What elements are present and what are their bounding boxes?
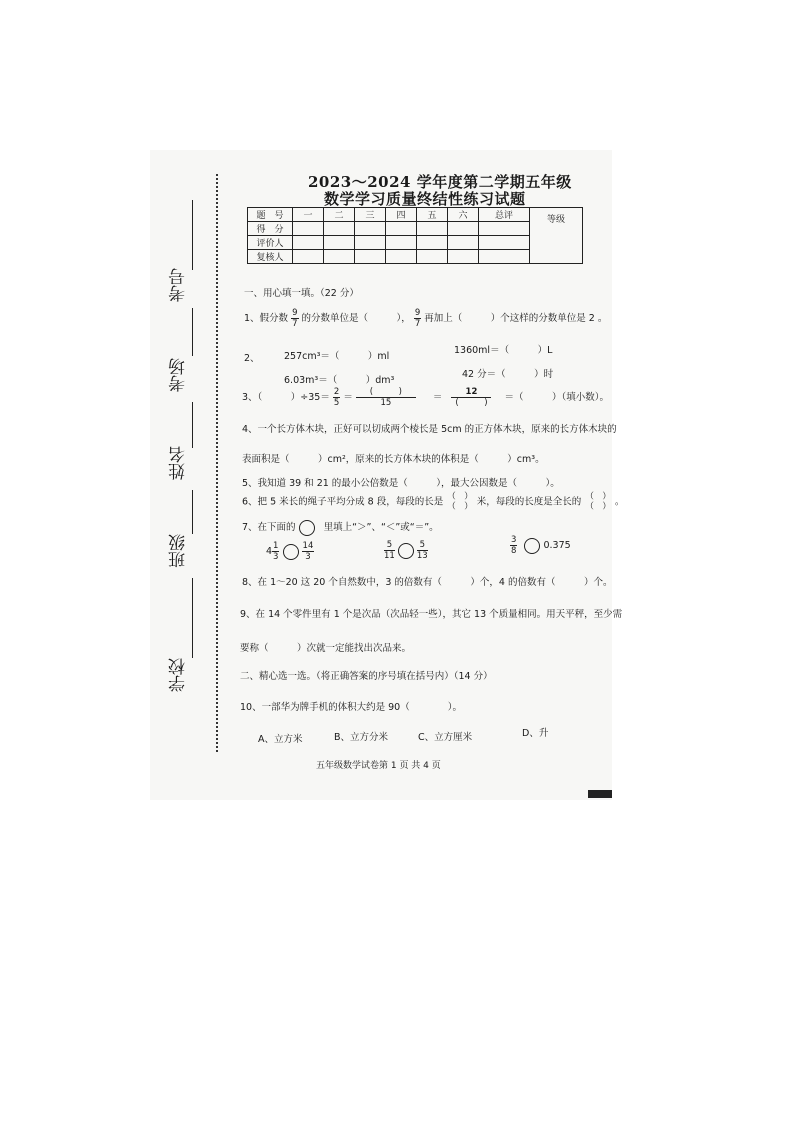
frac-num: 3 (511, 535, 517, 545)
q3-left: 3、（ ）÷35＝ (242, 392, 330, 403)
score-header-cell: 题 号 (248, 208, 293, 222)
q7-prefix: 7、在下面的 (242, 522, 296, 533)
grade-cell: 等级 (530, 208, 583, 264)
q3-right: ＝（ ）（填小数）。 (504, 392, 609, 403)
q2-c: 6.03m³＝（ ）dm³ (284, 375, 395, 386)
q10-option-a: A、立方米 (258, 734, 303, 745)
score-cell (355, 250, 386, 264)
frac-num: 14 (302, 541, 314, 551)
frac-den: 13 (416, 551, 428, 561)
score-table (247, 207, 583, 264)
frac-den: 15 (380, 398, 392, 408)
title-line-1: 2023～2024 学年度第二学期五年级 (308, 173, 572, 191)
score-cell (386, 236, 417, 250)
score-header-cell: 四 (386, 208, 417, 222)
compare-circle-icon (299, 520, 315, 536)
frac-den: 3 (305, 552, 311, 562)
frac-den: 11 (384, 551, 395, 561)
frac-den: 7 (292, 319, 298, 329)
score-cell (386, 250, 417, 264)
score-cell (479, 222, 530, 236)
score-cell (355, 236, 386, 250)
q2-a: 257cm³＝（ ）ml (284, 351, 390, 362)
q6-end: 。 (614, 496, 625, 508)
score-row-label: 得 分 (248, 222, 293, 236)
score-cell (293, 250, 324, 264)
score-cell (324, 222, 355, 236)
frac-num: 9 (292, 308, 298, 318)
exam-no-line (192, 200, 193, 270)
score-cell (324, 250, 355, 264)
q7-compare-3 (510, 535, 571, 556)
score-cell (417, 222, 448, 236)
q10-option-b: B、立方分米 (334, 732, 389, 743)
q1-prefix: 1、假分数 (244, 313, 289, 324)
exam-room-label: 考场 (169, 358, 189, 392)
q6-paren-fraction-1 (446, 492, 474, 512)
q3-fraction-2 (356, 387, 416, 408)
score-row-label: 评价人 (248, 236, 293, 250)
q3-eq2: ＝ (432, 392, 443, 403)
q2-num: 2、 (244, 353, 260, 364)
frac-num: 5 (384, 540, 395, 551)
section-2-heading: 二、精心选一选。（将正确答案的序号填在括号内）（14 分） (240, 671, 493, 682)
school-label: 学校 (169, 658, 189, 692)
score-cell (479, 250, 530, 264)
compare-circle-icon[interactable] (283, 544, 299, 560)
q3-fraction-3 (451, 387, 491, 408)
q7-e-fraction (510, 535, 517, 556)
question-8: 8、在 1～20 这 20 个自然数中，3 的倍数有（ ）个，4 的倍数有（ ）个。 (242, 577, 613, 588)
score-cell (355, 222, 386, 236)
score-header-cell: 五 (417, 208, 448, 222)
title-line-2: 数学学习质量终结性练习试题 (324, 190, 526, 208)
score-cell (417, 250, 448, 264)
q3-fraction-1 (333, 387, 340, 408)
score-header-cell: 三 (355, 208, 386, 222)
q7-compare-1 (266, 541, 314, 562)
score-cell (293, 222, 324, 236)
question-7 (242, 519, 439, 536)
name-line (192, 402, 193, 448)
frac-num: （ ） (447, 492, 473, 502)
question-3 (242, 387, 609, 408)
q6-paren-fraction-2 (584, 492, 612, 512)
frac-den: ( ) (455, 398, 488, 408)
q9-line-2: 要称（ ）次就一定能找出次品来。 (240, 643, 412, 654)
class-label: 班级 (169, 534, 189, 568)
q10-option-c: C、立方厘米 (418, 732, 473, 743)
class-line (192, 490, 193, 534)
score-header-cell: 总评 (479, 208, 530, 222)
score-cell (448, 222, 479, 236)
score-cell (324, 236, 355, 250)
q7-a-whole: 4 (266, 546, 273, 557)
q6-mid: 米，每段的长度是全长的 (476, 496, 582, 508)
page-footer: 五年级数学试卷第 1 页 共 4 页 (316, 761, 441, 771)
school-line (192, 578, 193, 658)
scan-smudge (588, 790, 612, 798)
frac-num: 2 (333, 387, 340, 397)
frac-den: （ ） (447, 502, 473, 512)
score-cell (293, 236, 324, 250)
q1-mid: 的分数单位是（ ）， (301, 313, 411, 324)
exam-room-line (192, 308, 193, 356)
section-1-heading: 一、用心填一填。（22 分） (244, 288, 359, 299)
q7-suffix: 里填上“＞”、“＜”或“＝”。 (323, 522, 439, 533)
score-cell (417, 236, 448, 250)
q1-fraction (291, 308, 298, 329)
frac-num: 5 (417, 540, 428, 551)
q1-mid2: 再加上（ ）个这样的分数单位是 2 。 (424, 313, 608, 324)
q4-line-1: 4、一个长方体木块，正好可以切成两个棱长是 5cm 的正方体木块，原来的长方体木块的 (242, 424, 617, 435)
frac-num: （ ） (585, 492, 611, 502)
exam-no-label: 考号 (169, 268, 189, 302)
frac-den: 8 (511, 546, 517, 556)
frac-den: 5 (333, 398, 340, 408)
question-6 (242, 492, 624, 512)
q7-f-value: 0.375 (543, 540, 571, 551)
q7-c-fraction (384, 540, 395, 561)
frac-num: 9 (414, 308, 421, 318)
frac-num: 12 (451, 387, 491, 398)
score-cell (448, 236, 479, 250)
q3-eq: ＝ (343, 392, 353, 403)
frac-den: 7 (414, 319, 421, 329)
q2-b: 1360ml＝（ ）L (454, 345, 553, 356)
compare-circle-icon[interactable] (398, 543, 414, 559)
score-cell (448, 250, 479, 264)
question-5: 5、我知道 39 和 21 的最小公倍数是（ ），最大公因数是（ ）。 (242, 478, 560, 489)
name-label: 姓名 (169, 446, 189, 480)
q10-option-d: D、升 (522, 728, 549, 739)
q4-line-2: 表面积是（ ）cm²，原来的长方体木块的体积是（ ）cm³。 (242, 454, 545, 465)
q10-stem: 10、一部华为牌手机的体积大约是 90（ ）。 (240, 702, 462, 713)
score-header-cell: 六 (448, 208, 479, 222)
frac-num: 1 (273, 541, 279, 551)
q2-d: 42 分＝（ ）时 (462, 369, 554, 380)
q7-d-fraction (417, 540, 428, 561)
frac-den: 3 (273, 552, 279, 562)
compare-circle-icon[interactable] (524, 538, 540, 554)
score-row-label: 复核人 (248, 250, 293, 264)
q7-b-fraction (302, 541, 315, 562)
score-header-cell: 二 (324, 208, 355, 222)
score-header-cell: 一 (293, 208, 324, 222)
score-cell (386, 222, 417, 236)
q7-compare-2 (384, 540, 428, 561)
q1-fraction-2 (414, 308, 421, 329)
frac-num: ( ) (356, 387, 416, 398)
q6-prefix: 6、把 5 米长的绳子平均分成 8 段，每段的长是 (242, 496, 444, 508)
score-cell (479, 236, 530, 250)
frac-den: （ ） (585, 502, 611, 512)
question-1 (244, 308, 607, 329)
q9-line-1: 9、在 14 个零件里有 1 个是次品（次品轻一些），其它 13 个质量相同。用天平秤，至少需 (240, 609, 623, 620)
binding-dotted-line (216, 174, 218, 752)
q7-a-fraction (272, 541, 279, 562)
